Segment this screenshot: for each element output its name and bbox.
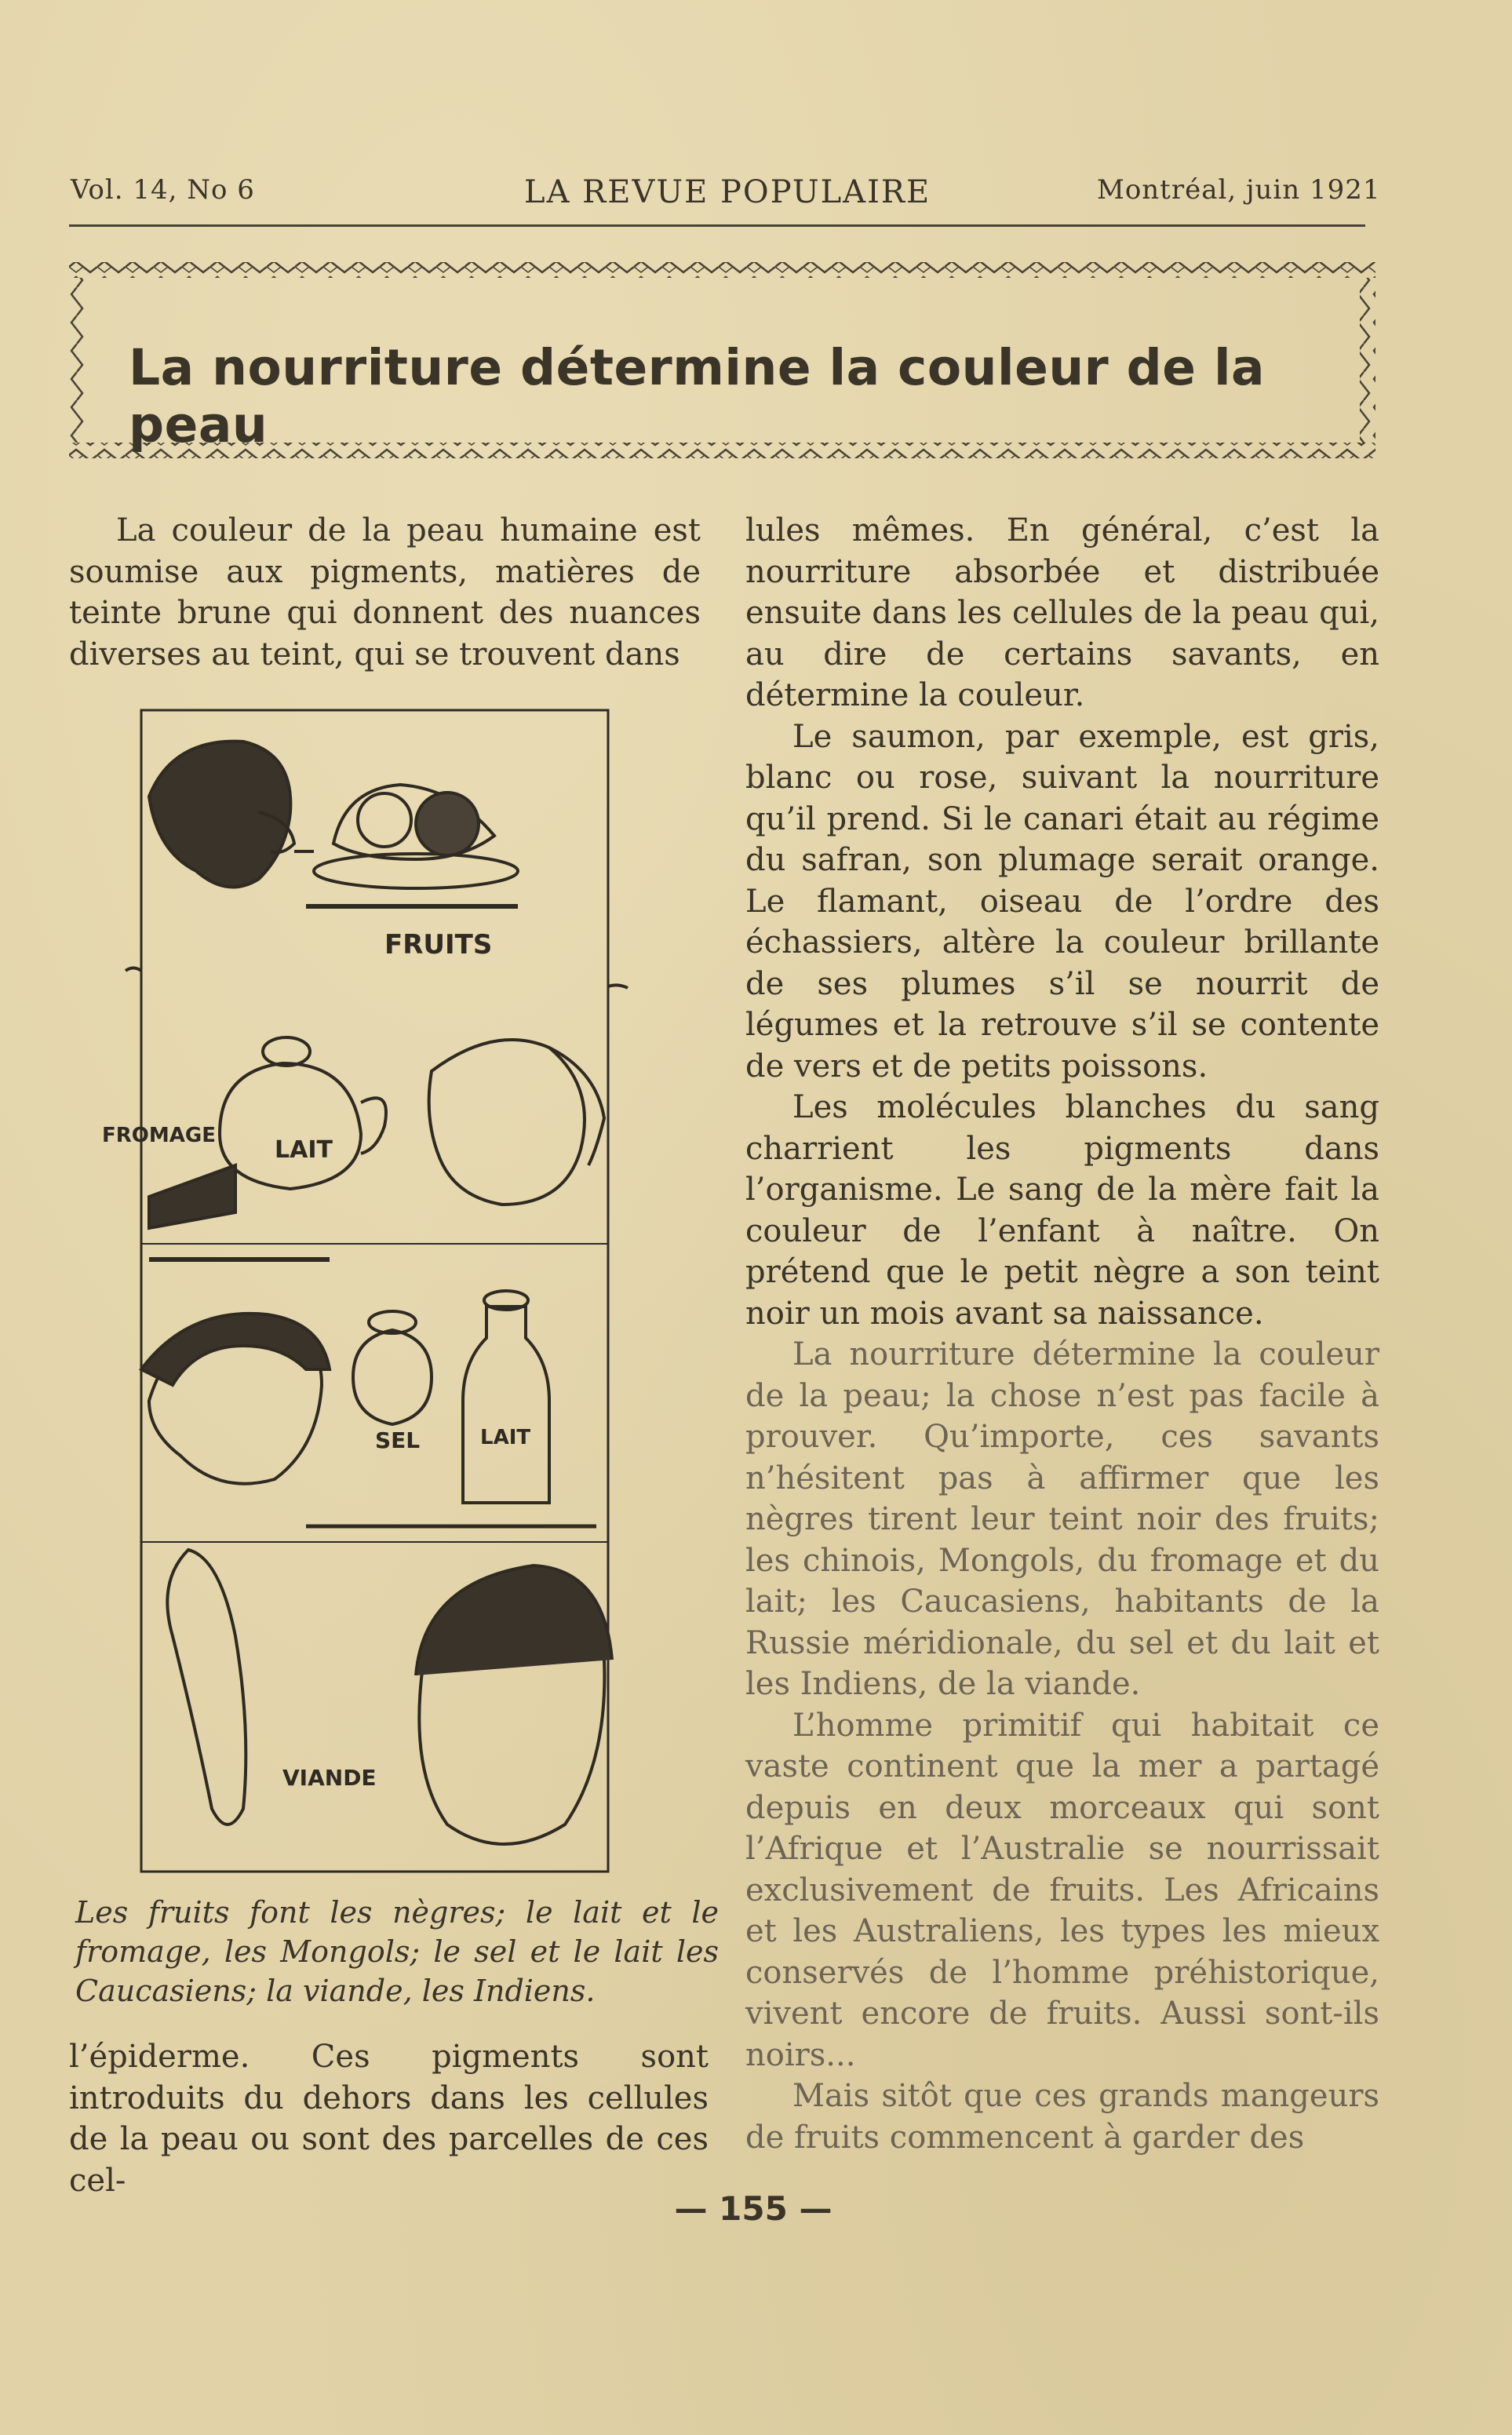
paragraph-right-5: L’homme primitif qui habitait ce vaste continent que la mer a partagé depuis en deux morceaux qui sont l’Afrique et l’Australie se nourrissait exclusivement de fruits. Les Africains et les Australiens, les types les mieux conservés de l’homme préhistorique, vivent encore de fruits. Aussi sont-ils noirs... [745,1707,1379,2073]
right-column-text [745,510,1379,2158]
illustration-caption: Les fruits font les nègres; le lait et le fromage, les Mongols; le sel et le lait les Caucasiens; la viande, les Indiens. [75,1895,719,2008]
header-date: Montréal, juin 1921 [1097,174,1381,206]
left-column-top-text [69,510,701,675]
left-column-bottom-text [69,2036,709,2201]
illustration-food-and-faces [102,694,628,1879]
paragraph-right-4: La nourriture détermine la couleur de la peau; la chose n’est pas facile à prouver. Qu’importe, ces savants n’hésitent pas à affirmer que les nègres tirent leur teint noir des fruits; les chinois, Mongols, du fromage et du lait; les Caucasiens, habitants de la Russie méridionale, du sel et du lait et les Indiens, de la viande. [745,1336,1379,1702]
label-sel: SEL [375,1427,421,1453]
paragraph-right-1: lules mêmes. En général, c’est la nourriture absorbée et distribuée ensuite dans les cellules de la peau qui, au dire de certains savants, en détermine la couleur. [745,512,1379,713]
article-title: La nourriture détermine la couleur de la peau [129,339,1266,454]
label-fromage: FROMAGE [102,1124,216,1147]
label-fruits: FRUITS [384,929,493,961]
header-magazine-title: LA REVUE POPULAIRE [524,174,931,210]
paragraph-right-3: Les molécules blanches du sang charrient les pigments dans l’organisme. Le sang de la mère fait la couleur de l’enfant à naître. On prétend que le petit nègre a son teint noir un mois avant sa naissance. [745,1089,1379,1332]
page-number: — 155 — [674,2189,833,2228]
label-lait-pot: LAIT [275,1136,333,1164]
header-rule [69,224,1365,227]
paragraph-right-6: Mais sitôt que ces grands mangeurs de fruits commencent à garder des [745,2078,1379,2156]
label-lait-bottle: LAIT [480,1426,531,1449]
label-viande: VIANDE [282,1765,377,1791]
paragraph-right-2: Le saumon, par exemple, est gris, blanc ou rose, suivant la nourriture qu’il prend. Si le canari était au régime du safran, son plumage serait orange. Le flamant, oiseau de l’ordre des échassiers, altère la couleur brillante de ses plumes s’il se nourrit de légumes et la retrouve s’il se contente de vers et de petits poissons. [745,718,1379,1084]
paragraph-intro: La couleur de la peau humaine est soumise aux pigments, matières de teinte brune qui donnent des nuances diverses au teint, qui se trouvent dans [69,512,701,673]
header-volume: Vol. 14, No 6 [71,174,255,206]
paragraph-epiderme: l’épiderme. Ces pigments sont introduits du dehors dans les cellules de la peau ou sont des parcelles de ces cel- [69,2039,709,2199]
